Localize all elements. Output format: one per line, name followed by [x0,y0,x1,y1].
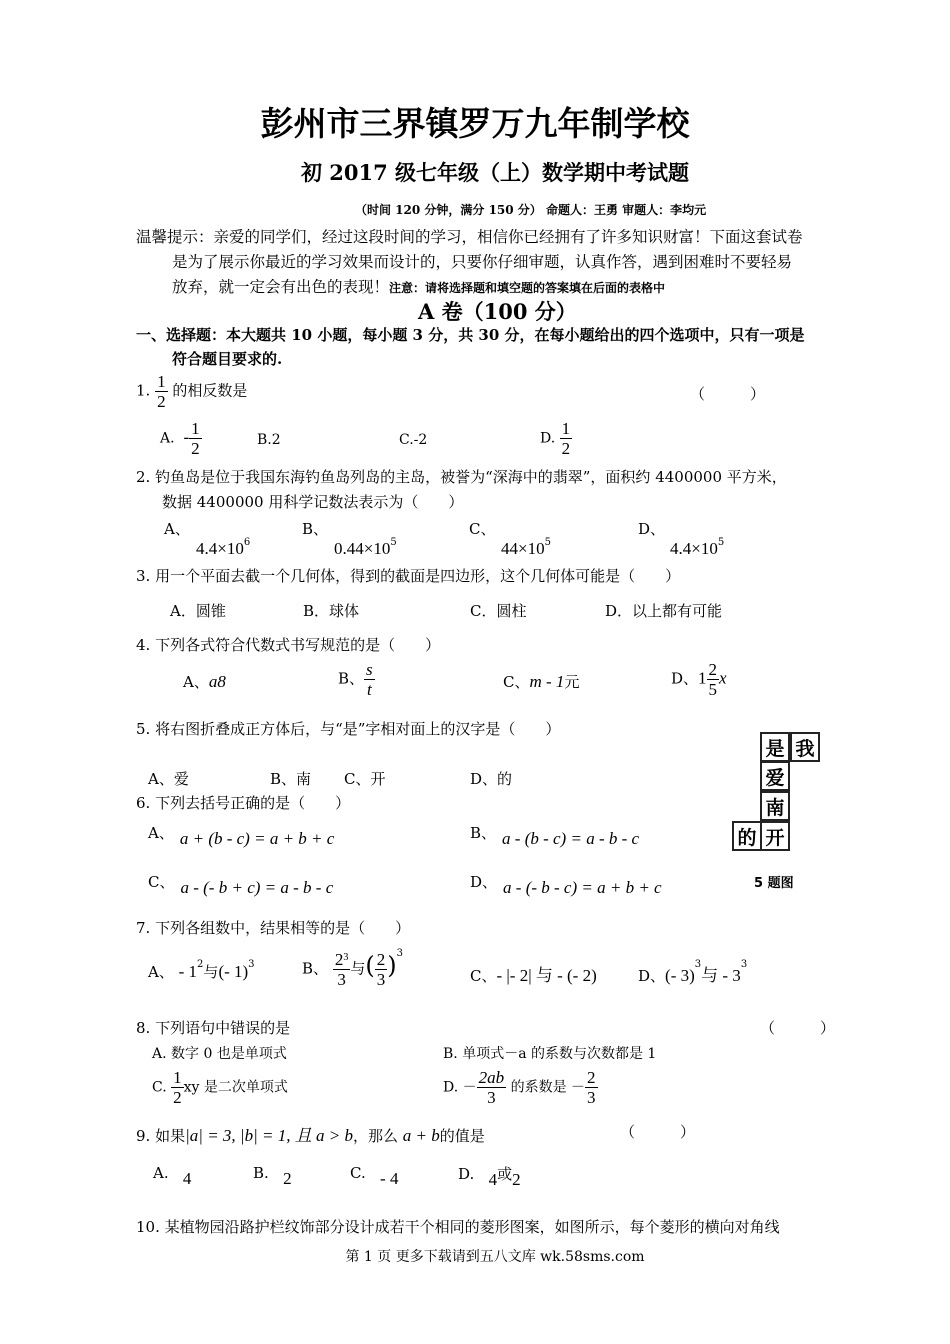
q3-option-c: C．圆柱 [470,602,527,620]
question-9: 9. 如果|a| = 3, |b| = 1, 且 a > b，那么 a + b的值是 [136,1126,485,1145]
q4-option-a: A、a8 [183,672,226,691]
cube-figure-caption: 5 题图 [754,876,794,891]
q6-option-a: A、 a + (b - c) = a + b + c [148,824,335,848]
q1-number: 1. [136,381,151,400]
section-heading-1: 一、选择题：本大题共 10 小题，每小题 3 分，共 30 分，在每小题给出的四个选项中，只有一项是 [136,326,805,344]
cube-cell-nan: 南 [760,791,790,821]
tip-line-3 [172,275,665,297]
q8-option-b: B. 单项式－a 的系数与次数都是 1 [443,1046,657,1062]
q2-line-2: 数据 4400000 用科学记数法表示为（ ） [162,493,464,511]
q9-option-b: B. 2 [253,1164,292,1188]
q2-line-1: 2. 钓鱼岛是位于我国东海钓鱼岛列岛的主岛，被誉为“深海中的翡翠”，面积约 4400000 平方米， [136,468,787,486]
q3-option-b: B．球体 [303,602,360,620]
q9-option-c: C. - 4 [350,1164,399,1188]
q2-option-a: A、 $4.4\times 10^6$ [164,520,251,558]
q1-stem: 的相反数是 [172,381,248,400]
q5-option-c: C、开 [344,770,386,788]
q9-expression: a + b [402,1126,440,1145]
cube-cell-de: 的 [732,821,762,851]
q9-option-a: A. 4 [153,1164,192,1188]
page-footer: 第 1 页 更多下载请到五八文库 wk.58sms.com [345,1249,645,1265]
cube-cell-ai: 爱 [760,761,790,791]
cube-cell-kai: 开 [760,821,790,851]
q1-fraction: $\frac{1}{2}$ [157,372,166,411]
tip-note: 注意：请将选择题和填空题的答案填在后面的表格中 [389,281,666,295]
q3-option-d: D．以上都有可能 [605,602,723,620]
q7-option-d: D、(- 3)$^3$与 - $3^3$ [638,959,748,985]
q9-answer-paren: （ ） [620,1123,696,1141]
q5-option-d: D、的 [470,770,513,788]
paper-a-heading: A 卷（100 分） [418,299,577,324]
q4-stem: 4. 下列各式符合代数式书写规范的是（ ） [136,636,441,654]
q1-options: A. - $\frac{1}{2}$ [160,419,200,458]
q7-option-c: C、- |- 2| 与 - (- 2) [470,966,597,985]
q8-option-a: A. 数字 0 也是单项式 [152,1046,287,1062]
q6-option-d: D、 a - (- b - c) = a + b + c [470,873,662,897]
q5-option-a: A、爱 [148,770,189,788]
cube-cell-wo: 我 [790,732,820,762]
q2-option-b: B、 $0.44\times 10^5$ [302,520,397,558]
q5-stem: 5. 将右图折叠成正方体后，与“是”字相对面上的汉字是（ ） [136,720,561,738]
exam-title: 初 2017 级七年级（上）数学期中考试题 [300,160,690,185]
q4-option-c: C、m - 1元 [503,672,580,691]
q2-option-d: D、 $4.4\times 10^5$ [638,520,725,558]
exam-info: （时间 120 分钟，满分 150 分） 命题人：王勇 审题人：李均元 [355,203,707,217]
q6-option-b: B、 a - (b - c) = a - b - c [470,824,640,848]
q1-option-d: D. $\frac{1}{2}$ [540,419,571,458]
q5-option-b: B、南 [270,770,312,788]
q8-answer-paren: （ ） [760,1019,836,1037]
q4-option-d: D、1 $\frac{2}{5}$ x [671,660,727,699]
q8-option-c: C. $\frac{1}{2}$ xy 是二次单项式 [152,1068,288,1107]
tip-line-1: 温馨提示：亲爱的同学们，经过这段时间的学习，相信你已经拥有了许多知识财富！下面这套试卷 [136,228,803,246]
section-heading-2: 符合题目要求的. [172,350,283,368]
q9-option-d: D. 4或2 [458,1165,521,1189]
question-1 [136,372,247,411]
q7-option-b: B、 $\frac{2^3}{3}$ 与( $\frac{2}{3}$ )$^3$ [302,948,403,989]
q6-option-c: C、 a - (- b + c) = a - b - c [148,873,334,897]
q8-option-d: D. － $\frac{2ab}{3}$ 的系数是 － $\frac{2}{3}$ [443,1068,596,1107]
q1-answer-paren: （ ） [690,385,766,403]
q7-stem: 7. 下列各组数中，结果相等的是（ ） [136,919,411,937]
q2-option-c: C、 $44\times 10^5$ [469,520,551,558]
q4-option-b: B、 $\frac{s}{t}$ [338,660,373,699]
cube-cell-shi: 是 [760,732,790,762]
q1-option-c: C.-2 [399,432,428,448]
cube-net-figure [730,728,830,898]
school-title: 彭州市三界镇罗万九年制学校 [260,104,690,143]
q7-option-a: A、 - $1^2$与(- 1)$^3$ [148,959,255,981]
tip-encourage: 放弃，就一定会有出色的表现！ [172,278,390,296]
q9-condition: |a| = 3, |b| = 1, 且 a > b [185,1126,353,1145]
q6-stem: 6. 下列去括号正确的是（ ） [136,794,351,812]
q3-stem: 3. 用一个平面去截一个几何体，得到的截面是四边形，这个几何体可能是（ ） [136,567,681,585]
tip-line-2: 是为了展示你最近的学习效果而设计的，只要你仔细审题，认真作答，遇到困难时不要轻易 [172,253,793,271]
q1-option-b: B.2 [257,432,281,448]
q3-option-a: A．圆锥 [170,602,226,620]
q10-stem: 10. 某植物园沿路护栏纹饰部分设计成若干个相同的菱形图案，如图所示，每个菱形的横向对角线 [136,1218,780,1236]
q8-stem: 8. 下列语句中错误的是 [136,1019,291,1037]
